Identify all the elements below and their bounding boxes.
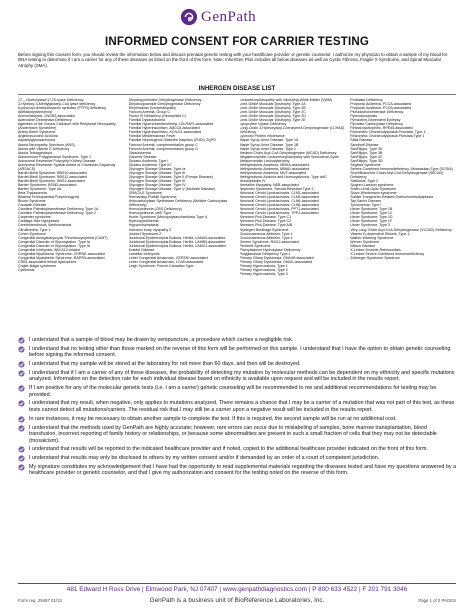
disease-item: Propionic Acidemia, PCCB-associated [350, 106, 412, 111]
consent-text: I understand that no testing other than those marked on the reverse of this form will be performed on this sample. I understand that I have the option to obtain genetic counseling before signing the informed consent. [29, 345, 451, 359]
disease-item: Neuronal Ceroid Lipofuscinosis, CLN6-associated [239, 199, 319, 204]
consent-text: I understand that if I am a carrier of any of these diseases, the probability of detecting my mutation by molecular methods can be dependent on my ethnicity and specific mutations analyzed. Information on the detection rate for each individual disease based on ethnicity is available upon request and will be included in the results report. [29, 369, 455, 383]
disease-item: Oculocutaneous Albinism, Type 4 [239, 235, 293, 240]
disease-item: Homocystinuria, cblE Type [128, 211, 172, 216]
consent-item [18, 455, 456, 462]
disease-item: Familial Nephrogenic Diabetes Insipidus (FNDI), AQP2 [128, 138, 217, 143]
disease-item: Carpenter syndrome [18, 215, 51, 220]
disease-item: Holocarboxylase Synthetase Deficiency (Multiple Carboxylase Deficiency) [128, 199, 228, 208]
disease-item: Usher Syndrome, Type 1D [350, 215, 393, 220]
disease-item: Methylmalonic Acidemia, MUT-associated [239, 170, 307, 175]
consent-text: I understand that my result, when negative, only applies to mutations analyzed. There remains a chance that I may be a carrier of a mutation that was not part of this test, as these tests cannot detect all mutations/carriers. The residual risk that I may still be a carrier upon a negative result will be included in the results report. [29, 400, 455, 413]
disease-item: SanFilippo, Type 3D [350, 158, 383, 163]
disease-item: Oculocutaneous Albinism, Type 1 [239, 231, 293, 236]
disease-item: Stuve-Wiedemann syndrome [350, 191, 397, 196]
genpath-logo [180, 8, 256, 26]
disease-item: Familial Hypercholesterolemia, LDLRAP1-associated [128, 122, 214, 127]
disease-item: Dihydropyrimidine Dehydrogenase Deficiency [128, 98, 202, 102]
disease-item: Sulfate Transporter-Related Osteochondrodysplasia [350, 195, 433, 200]
disease-item: Sandhoff Disease [350, 142, 379, 147]
disease-item: Bartter Syndrome, Type 4A [18, 187, 62, 192]
disease-item: Bardet-Biedl Syndrome, BBS1-associated [18, 178, 85, 183]
disease-item: Argininosuccinic Aciduria [18, 134, 58, 139]
disease-item: Vitamin D-dependent Rickets, Type 1 [350, 231, 410, 236]
disease-item: Achromatopsia, CNGB3-associated [18, 114, 75, 119]
disease-item: Dihydrolipoamide Dehydrogenase Deficiency [128, 102, 201, 107]
disease-item: Neuronal Ceroid Lipofuscinosis, TPP1-associated [239, 211, 319, 216]
disease-item: Werner Syndrome [350, 239, 380, 244]
disease-item: Agenesis of the Corpus Callosum with Peripheral Neuropathy (Andermann Syndrome) [18, 122, 116, 131]
disease-item: Glutaric Acidemia, Type IIC [128, 162, 173, 167]
disease-item: Leber Congenital Amaurosis, LCA5-associated [128, 259, 204, 264]
disease-item: Carnitine Palmitoyltransferase Deficiency, Type 2 [18, 211, 96, 216]
disease-item: Congenital Myasthenic Syndrome, CHRNE-associated [18, 251, 105, 256]
disease-item: Glycogen Storage Disease, Type II (Pompe Disease) [128, 174, 213, 179]
disease-item: Autoimmune Polyglandular Syndrome, Type 1 [18, 154, 92, 159]
disease-item: Lipoprotein Lipase Deficiency [239, 122, 287, 127]
section-divider [18, 94, 456, 95]
disease-item: SanFilippo, Type 3B [350, 150, 383, 155]
disease-item: Limb-Girdle Muscular Dystrophy, Type 2B [239, 106, 306, 111]
disease-item: Bardet-Biedl Syndrome, BBS12-associated [18, 174, 87, 179]
disease-item: Adenosine Deaminase Deficiency [18, 118, 72, 123]
disease-item: Pyruvate Carboxylase Deficiency [350, 122, 403, 127]
disease-item: Hermansky-Pudlak Syndrome [128, 195, 177, 200]
disease-item: Methylmalonic Aciduria and Homocystinuria, Type cblC [239, 174, 327, 179]
disease-item: Joubert Syndrome 2 [128, 231, 162, 236]
disease-item: Zellweger Syndrome Spectrum [350, 255, 400, 260]
disease-item: Rhizomelic Chondrodysplasia Punctata Type 1 [350, 134, 425, 139]
disease-item: 3-Hydroxy-3-Methylglutaryl-CoA lyase deficiency [18, 102, 96, 107]
disease-item: Tay-Sachs Disease [350, 199, 382, 204]
checkbox-icon[interactable] [18, 455, 25, 462]
disease-item: Familial Hyperinsulinism, ABCC8-associated [128, 126, 200, 131]
disease-item: Smith-Lemli-Opitz Syndrome [350, 187, 397, 192]
disease-item: Hydroxyprolinemia [128, 219, 159, 224]
disease-item: Beta Thalassemia [18, 191, 47, 196]
disease-item: Rhizomelic Chondrodysplasia Punctata, Type 1 [350, 130, 426, 135]
disease-item: Aspartylglycosaminuria [18, 138, 55, 143]
disease-item: Primary Ciliary Dyskinesia, DNAH5-associated [239, 255, 314, 260]
disease-item: Glycogen Storage Disease, Type Ia [128, 166, 186, 171]
disease-item: 17-_-Hydroxylase/17,20-lyase Deficiency [18, 98, 84, 102]
disease-item: Neuronal Ceroid Lipofuscinosis, CLN5-associated [239, 195, 319, 200]
consent-item [18, 464, 456, 477]
disease-item: Limb-Girdle Muscular Dystrophy, Type 2A [239, 102, 306, 107]
disease-item: Inclusion body myopathy 2 [128, 227, 172, 232]
checkbox-icon[interactable] [18, 425, 25, 432]
checkbox-icon[interactable] [18, 337, 25, 344]
checkbox-icon[interactable] [18, 400, 25, 407]
disease-item: Fanconi Anemia, complementation group C [128, 142, 198, 147]
disease-item: X-Linked Juvenile Retinoschisis [350, 247, 401, 252]
disease-item: Nephrotic Syndrome, Steroid-Resistant Type 2 [239, 187, 314, 192]
checkbox-icon[interactable] [18, 370, 25, 377]
disease-item: Galactosemia [128, 150, 151, 155]
disease-item: X-Linked Severe Combined Immunodeficiency [350, 251, 425, 256]
disease-item: Neuronal Ceroid Lipofuscinosis, PPT1-associated [239, 207, 319, 212]
disease-item: Primary Hyperoxaluria, Type 3 [239, 272, 288, 277]
disease-item: SanFilippo, Type 3A [350, 146, 383, 151]
checkbox-icon[interactable] [18, 446, 25, 453]
disease-item: Glycogen Storage Disease, Type III [128, 178, 186, 183]
disease-item: Sjogren-Larsson syndrome [350, 182, 394, 187]
form-title: INFORMED CONSENT FOR CARRIER TESTING [104, 36, 370, 48]
disease-item: Medium-Chain Acyl-CoA Dehydrogenase (MCAD) Deficiency [239, 150, 337, 155]
disease-item: Crigler-Najjar syndrome [18, 263, 56, 268]
disease-item: Hurler Syndrome (Mucopolysaccharidosis Type I) [128, 215, 208, 220]
disease-item: Metachromatic Leukodystrophy [239, 158, 290, 163]
consent-text: I understand that my sample will be stored at the laboratory for not more than 60 days, and then will be destroyed. [29, 361, 301, 368]
disease-item: Tyrosinemia, Type I [350, 203, 382, 208]
disease-item: Glutaric Acidemia, Type I [128, 158, 169, 163]
disease-item: Retinal dystrophies, RPE65-associated [350, 126, 413, 131]
disease-item: GRACILE Syndrome [128, 191, 162, 196]
disease-item: Maple Syrup Urine Disease, Type 1B [239, 142, 299, 147]
disease-item: Nijmegen Breakage Syndrome [239, 227, 289, 232]
consent-item [18, 370, 456, 383]
consent-text: I understand that results may only be disclosed to others by my written consent and/or if demanded by an order of a court of competent jurisdiction. [29, 455, 380, 462]
disease-item: Neuronal Ceroid Lipofuscinosis, CLN8-associated [239, 203, 319, 208]
disease-item: Junctional Epidermolysis Bullosa, Herlitz, LAMC2-associated [128, 243, 226, 248]
disease-item: Gaucher Disease [128, 154, 157, 159]
disease-item: Prolidase Deficiency [350, 98, 383, 102]
form-req-number: Form req. 29497 01/13 [18, 598, 62, 603]
footer-tagline: GenPath is a business unit of BioReference Laboratories, Inc. [149, 597, 325, 604]
disease-list-heading: INHERGEN DISEASE LIST [198, 85, 276, 92]
consent-text: I understand that a sample of blood may be drawn by venipuncture, a procedure which carries a negligible risk. [29, 337, 294, 343]
disease-item: Nemaline Myopathy, NEB-associated [239, 182, 299, 187]
disease-item: Pyridoxine-Dependent Epilepsy [350, 118, 401, 123]
footer-divider [18, 583, 456, 584]
consent-statements [18, 337, 456, 479]
checkbox-icon[interactable] [18, 361, 25, 368]
disease-item: Leukoencephalopathy with Vanishing White Matter (VWM) [239, 98, 333, 102]
disease-item: Citrullinemia, Type 1 [18, 227, 51, 232]
genpath-mark-icon [180, 8, 198, 26]
disease-item: Carnitine Palmitoyltransferase Deficiency, Type 1A [18, 207, 99, 212]
disease-item: Pendred Syndrome [239, 243, 271, 248]
disease-item: Ataxia-Telangiectasia [18, 150, 52, 155]
disease-item: Severe Combined Immunodeficiency, Athabaskan-Type (SCIDA) [350, 166, 453, 171]
disease-item: Methylmalonic Acidemia, MMAA-associated [239, 162, 310, 167]
disease-item: Lamellar Ichthyosis [128, 251, 160, 256]
checkbox-icon[interactable] [18, 346, 25, 353]
intro-paragraph [18, 52, 456, 68]
disease-item: Homocystinuria (CBS Deficiency) [128, 207, 182, 212]
disease-item: Junctional Epidermolysis Bullosa, Herlitz, LAMA3-associated [128, 235, 226, 240]
disease-item: Segawa Syndrome [350, 162, 381, 167]
consent-item [18, 416, 456, 423]
disease-item: Maple Syrup Urine Disease, Type 2 [239, 146, 296, 151]
disease-item: Sialidosis, Type 2 [350, 178, 379, 183]
disease-item: Long-Chain 3-Hydroxyacyl-CoenzymeA Dehydrogenase (LCHAD) Deficiency [239, 126, 345, 135]
disease-item: Fanconi Anemia, complementation group G [128, 146, 198, 151]
disease-item: Ataxia Neuropathy Spectrum (ANS) [18, 142, 75, 147]
disease-item: Niemann-Pick Disease, Type A/B [239, 223, 293, 228]
disease-item: Congenital Disorder of Glycosylation, Type Ia [18, 239, 90, 244]
disease-item: Maple Syrup Urine Disease, Type 1A [239, 138, 299, 143]
consent-item [18, 346, 456, 359]
disease-item: Polyglandular Deficiency Type 1 [239, 251, 291, 256]
disease-item: Niemann-Pick Disease, Type C2 [239, 219, 292, 224]
disease-item: Bardet-Biedl Syndrome, BBS10-associated [18, 170, 87, 175]
disease-item: Mucolipidosis IV [239, 178, 266, 183]
disease-column-1 [18, 98, 124, 335]
disease-item: Bloom Syndrome [18, 199, 46, 204]
disease-item: Glycogen Storage Disease, Type Ib [128, 170, 186, 175]
disease-item: Abetalipoproteinemia [18, 110, 52, 115]
disease-item: Krabbe Disease [128, 247, 155, 252]
disease-item: Ataxia with Vitamin E Deficiency [18, 146, 70, 151]
disease-item: Autosomal Recessive Polycystic Kidney Disease [18, 158, 96, 163]
disease-item: Neuronal Ceroid Lipofuscinosis, CLN3-associated [239, 191, 319, 196]
disease-item: Megalencephalic Leukoencephalopathy with Subcortical Cysts [239, 154, 339, 159]
checkbox-icon[interactable] [18, 385, 25, 392]
page-number: Page 1 of 2 PAGES [418, 598, 456, 603]
disease-item: Cohen Syndrome [18, 231, 46, 236]
disease-item: Limb-Girdle Muscular Dystrophy, Type 2E [239, 118, 306, 123]
consent-item [18, 337, 456, 344]
disease-item: Cystinosis [18, 267, 35, 272]
brand-name: GenPath [201, 8, 257, 25]
disease-item: Propionic Acidemia, PCCA-associated [350, 102, 412, 107]
disease-item: Salla Disease [350, 138, 373, 143]
disease-item: Bilateral Frontoparietal Polymicrogyria [18, 195, 79, 200]
disease-column-4 [350, 98, 456, 335]
disease-item: Antley-Bixler Syndrome [18, 130, 56, 135]
disease-item: 6-pyruvoyl-tetrahydropterin synthase (PTPS) deficiency [18, 106, 107, 111]
disease-item: Usher Syndrome, Type 1B [350, 207, 393, 212]
disease-item: Omenn Syndrome, RAG2-associated [239, 239, 299, 244]
disease-item: Pseudocholinesterase Deficiency [350, 110, 404, 115]
disease-column-3 [240, 98, 346, 335]
disease-item: Hypophosphatasia [128, 223, 159, 228]
disease-item: Canavan Disease [18, 203, 47, 208]
intro-text: Before signing this consent form, you should review the information below and discuss prenatal genetic testing with your healthcare provider or genetic counselor. I authorize my physician to obtain a sample of my blood for DNA testing to determine if I am a carrier for any of these diseases as listed on the front of this form. Note: InherGen Plus includes all below diseases as well as Cystic Fibrosis, Fragile X Syndrome, and Spinal Muscular Atrophy (SMA). [18, 52, 448, 68]
disease-column-2 [129, 98, 235, 335]
disease-item: Cerebrotendinous Xanthomatosis [18, 223, 72, 228]
consent-item [18, 361, 456, 368]
disease-item: Familial Mediterranean Fever [128, 134, 176, 139]
disease-item: SanFilippo, Type 3C [350, 154, 383, 159]
disease-item: Short/Branched Chain Acyl-CoA Dehydrogenase (SBCAD) Deficiency [350, 170, 444, 179]
disease-item: Congenital Ichthyosis, ABCA12-related [18, 247, 80, 252]
disease-item: Familial Dysautonomia [128, 118, 166, 123]
disease-item: Bartter Syndrome, BSND-associated [18, 182, 77, 187]
checkbox-icon[interactable] [18, 464, 25, 471]
disease-item: Limb-Girdle Muscular Dystrophy, Type 2D [239, 114, 306, 119]
disease-item: Lysinuric Protein Intolerance [239, 134, 285, 139]
disease-item: Congenital Disorder of Glycosylation, Type Ib [18, 243, 90, 248]
disease-item: Pycnodysostosis [350, 114, 378, 119]
disease-item: Primary Hyperoxaluria, Type 1 [239, 263, 288, 268]
disease-item: Primary Ciliary Dyskinesia, DNAI1-associated [239, 259, 313, 264]
disease-item: Leber Congenital Amaurosis, CEP290-associated [128, 255, 208, 260]
disease-item: CRB1-associated retinal dystrophies [18, 259, 77, 264]
disease-item: Cartilage-Hair Hypoplasia [18, 219, 59, 224]
consent-text: I understand that results will be reported to the indicated healthcare provider and if noted, copied to the additional healthcare provider indicated on the front of this form. [29, 446, 428, 453]
disease-item: Glycogen Storage Disease, Type V (McArdle Disease) [128, 187, 216, 192]
disease-list [18, 98, 456, 335]
consent-text: If I am positive for any of the molecular genetic tests (i.e. I am a carrier) genetic counseling will be recommended to me and additional recommendations for testing may be provided. [29, 385, 437, 398]
disease-item: Leigh Syndrome, French-Canadian Type [128, 263, 194, 268]
consent-item [18, 425, 456, 445]
disease-item: Walker-Warburg Syndrome [350, 235, 394, 240]
checkbox-icon[interactable] [18, 416, 25, 423]
disease-item: Junctional Epidermolysis Bullosa, Herlitz, LAMB3-associated [128, 239, 226, 244]
disease-item: Limb-Girdle Muscular Dystrophy, Type 2C [239, 110, 306, 115]
consent-item [18, 400, 456, 413]
disease-item: Congenital Amegakaryocytic Thrombocytopenia (CAMT) [18, 235, 108, 240]
disease-item: Methylmalonic Acidemia, MMAB-associated [239, 166, 310, 171]
disease-item: Usher Syndrome, Type 1F [350, 219, 393, 224]
consent-item [18, 385, 456, 398]
disease-item: Fanconi Anemia, Group C [128, 110, 171, 115]
footer-address: 481 Edward H Ross Drive | Elmwood Park, NJ 07407 | www.genpathdiagnostics.com | P 800 633 4522 | F 201 791 3046 [66, 586, 408, 593]
disease-item: Congenital Myasthenic Syndrome, RAPSN-associated [18, 255, 105, 260]
disease-item: Factor XI Deficiency (Hemophilia C) [128, 114, 186, 119]
disease-item: Ethylmalonic Encephalopathy [128, 106, 176, 111]
consent-text: I understand that the methods used by GenPath are highly accurate; however, rare errors can occur due to mislabeling of samples, bone marrow transplantation, blood transfusion, incorrect reporting of family history or relationships, or because some abnormalities are present in such a small fraction of cells that they may not be detectable (mosaicism). [29, 424, 437, 444]
disease-item: Primary Hyperoxaluria, Type 2 [239, 267, 288, 272]
disease-item: Usher Syndrome, Type 3 [350, 223, 390, 228]
consent-text: My signature constitutes my acknowledgement that I have had the opportunity to read supplemental materials regarding the diseases tested and have my questions answered by a healthcare provider or genetic counselor, and that I give my authorization and consent for the testing noted on the reverse of this form. [29, 463, 457, 477]
disease-item: Phenylalanine Hydroxylase Deficiency [239, 247, 301, 252]
consent-item [18, 446, 456, 453]
disease-item: Familial Hyperinsulinism, KCNJ11-associated [128, 130, 201, 135]
disease-item: Niemann-Pick Disease, Type C1 [239, 215, 292, 220]
disease-item: Wilson Disease [350, 243, 376, 248]
disease-item: Usher Syndrome, Type 1C [350, 211, 393, 216]
consent-text: In rare instances, it may be necessary to obtain another sample to complete the test. If this is required, the second sample will be run at no additional cost. [29, 415, 397, 422]
disease-item: Very Long-Chain Acyl-CoA Dehydrogenase (VLCAD) Deficiency [350, 227, 452, 232]
disease-item: Autosomal Recessive Spastic Ataxia of Charlevoix-Saguenay (ARSACS) [18, 162, 116, 171]
disease-item: Glycogen Storage Disease, Type IV [128, 182, 186, 187]
